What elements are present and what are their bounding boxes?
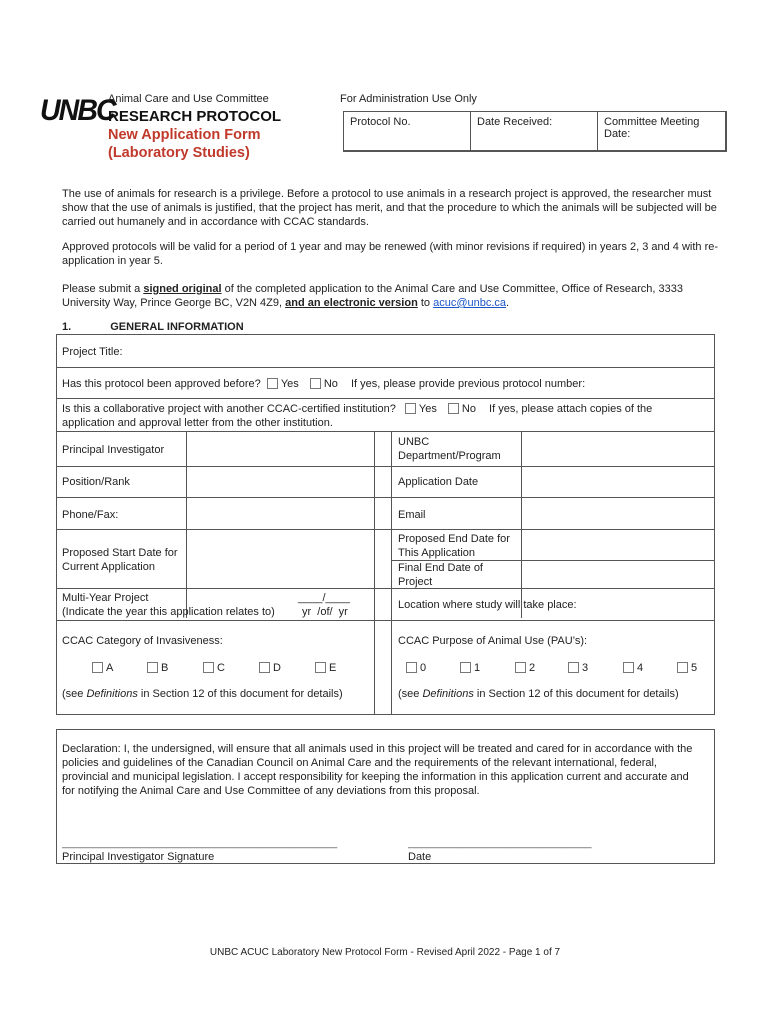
def-text: in Section 12 of this document for details) [473, 688, 679, 700]
def-italic: Definitions [422, 688, 474, 700]
title-main: RESEARCH PROTOCOL [108, 108, 282, 125]
category-a-checkbox[interactable] [92, 662, 103, 673]
year-format: yr /of/ yr [302, 606, 348, 618]
purpose-0-label: 0 [420, 662, 427, 674]
def-text: (see [398, 688, 423, 700]
admin-use-label: For Administration Use Only [340, 93, 477, 105]
row-divider [56, 588, 715, 589]
section-number: 1. [62, 321, 72, 333]
committee-name: Animal Care and Use Committee [108, 93, 269, 105]
submit-text-4: . [506, 297, 510, 309]
purpose-2-checkbox[interactable] [515, 662, 526, 673]
ccac-purpose-label: CCAC Purpose of Animal Use (PAU’s): [398, 635, 588, 647]
multi-year-note: (Indicate the year this application relates to) [62, 606, 275, 618]
collab-row [62, 402, 702, 430]
phone-label: Phone/Fax: [62, 509, 119, 521]
submit-text-1: Please submit a [62, 283, 144, 295]
category-e-label: E [329, 662, 337, 674]
position-label: Position/Rank [62, 476, 130, 488]
approved-no-label: No [323, 378, 338, 390]
dept-label: UNBC Department/Program [398, 436, 501, 462]
prev-protocol-label: If yes, please provide previous protocol number: [350, 378, 586, 390]
collab-no-checkbox[interactable] [448, 403, 459, 414]
category-e-checkbox[interactable] [315, 662, 326, 673]
category-option-c[interactable] [203, 661, 225, 675]
app-date-input[interactable] [522, 467, 714, 496]
unbc-logo: UNBC [39, 94, 115, 127]
electronic-version-text: and an electronic version [285, 297, 418, 309]
date-line[interactable]: ______________________________ [408, 837, 592, 849]
purpose-definitions-note [398, 687, 679, 701]
purpose-5-checkbox[interactable] [677, 662, 688, 673]
collab-yes-label: Yes [418, 403, 437, 415]
category-option-e[interactable] [315, 661, 336, 675]
category-b-label: B [161, 662, 169, 674]
approved-no-checkbox[interactable] [310, 378, 321, 389]
purpose-option-5[interactable] [677, 661, 697, 675]
purpose-option-2[interactable] [515, 661, 535, 675]
category-option-b[interactable] [147, 661, 168, 675]
signature-line[interactable]: _____________________________________________ [62, 837, 338, 849]
date-received-cell[interactable]: Date Received: [471, 112, 598, 150]
purpose-3-checkbox[interactable] [568, 662, 579, 673]
end-date-label: Proposed End Date for This Application [398, 533, 510, 559]
pi-label: Principal Investigator [62, 444, 165, 456]
purpose-5-label: 5 [691, 662, 698, 674]
category-d-label: D [273, 662, 281, 674]
submit-text-2: of the completed application to the Animal Care and Use Committee, Office of Research, 3333 University Way, Prince George BC, V2N 4Z9, [62, 283, 683, 309]
section-title: GENERAL INFORMATION [110, 321, 244, 333]
title-subtitle-2: (Laboratory Studies) [108, 145, 250, 161]
dept-input[interactable] [522, 432, 714, 465]
email-input[interactable] [522, 498, 714, 528]
purpose-4-checkbox[interactable] [623, 662, 634, 673]
category-a-label: A [106, 662, 114, 674]
submit-text-3: to [417, 297, 434, 309]
pi-input[interactable] [187, 432, 373, 465]
position-input[interactable] [187, 467, 373, 496]
approved-before-row [62, 377, 585, 391]
collab-yes-checkbox[interactable] [405, 403, 416, 414]
email-label: Email [398, 509, 426, 521]
purpose-option-4[interactable] [623, 661, 643, 675]
purpose-option-3[interactable] [568, 661, 588, 675]
acuc-email-link[interactable]: acuc@unbc.ca [433, 297, 507, 309]
ccac-category-label: CCAC Category of Invasiveness: [62, 635, 223, 647]
category-d-checkbox[interactable] [259, 662, 270, 673]
app-date-label: Application Date [398, 476, 479, 488]
category-definitions-note [62, 687, 343, 701]
approved-before-label: Has this protocol been approved before? [62, 378, 261, 390]
def-text: in Section 12 of this document for details) [137, 688, 343, 700]
intro-paragraph-1: The use of animals for research is a privilege. Before a protocol to use animals in a research project is approved, the researcher must show that the use of animals is justified, that the project has merit, and that the procedure to which the animals will be subjected will be carried out humanely and in accordance with CCAC standards. [62, 188, 717, 228]
admin-use-table [343, 111, 727, 152]
category-option-a[interactable] [92, 661, 113, 675]
purpose-0-checkbox[interactable] [406, 662, 417, 673]
project-title-label: Project Title: [62, 346, 123, 358]
row-divider [56, 620, 715, 621]
def-text: (see [62, 688, 87, 700]
declaration-text: Declaration: I, the undersigned, will ensure that all animals used in this project will be treated and cared for in accordance with the policies and guidelines of the Canadian Council on Animal Care and the requirements of the relevant international, federal, provincial and municipal legislation. I accept responsibility for keeping the information in this application current and accurate and for notifying the Animal Care and Use Committee of any deviations from this proposal. [62, 743, 693, 797]
approved-yes-label: Yes [280, 378, 299, 390]
intro-paragraph-3 [62, 282, 722, 310]
category-b-checkbox[interactable] [147, 662, 158, 673]
purpose-1-label: 1 [474, 662, 481, 674]
committee-meeting-cell[interactable]: Committee Meeting Date: [604, 116, 700, 140]
date-label: Date [408, 851, 432, 863]
year-blank[interactable]: ____/____ [298, 592, 350, 604]
purpose-2-label: 2 [529, 662, 536, 674]
purpose-1-checkbox[interactable] [460, 662, 471, 673]
final-end-input[interactable] [522, 561, 714, 587]
row-divider [56, 398, 715, 399]
section-1-heading [62, 321, 244, 333]
category-c-label: C [217, 662, 225, 674]
final-end-label: Final End Date of Project [398, 562, 483, 588]
approved-yes-checkbox[interactable] [267, 378, 278, 389]
page-footer: UNBC ACUC Laboratory New Protocol Form - Revised April 2022 - Page 1 of 7 [209, 947, 561, 958]
collab-label: Is this a collaborative project with another CCAC-certified institution? [62, 403, 396, 415]
protocol-no-cell[interactable]: Protocol No. [344, 112, 471, 150]
def-italic: Definitions [86, 688, 138, 700]
category-option-d[interactable] [259, 661, 281, 675]
purpose-3-label: 3 [582, 662, 589, 674]
purpose-option-1[interactable] [460, 661, 480, 675]
signature-label: Principal Investigator Signature [62, 851, 215, 863]
phone-input[interactable] [187, 498, 373, 528]
end-date-input[interactable] [522, 530, 714, 559]
collab-no-label: No [461, 403, 476, 415]
column-divider [374, 431, 375, 715]
purpose-4-label: 4 [637, 662, 644, 674]
multi-year-label: Multi-Year Project [62, 592, 149, 604]
column-divider [391, 431, 392, 715]
category-c-checkbox[interactable] [203, 662, 214, 673]
row-divider [56, 367, 715, 368]
start-date-label: Proposed Start Date for Current Application [62, 547, 178, 573]
collab-note: If yes, please attach copies of the application and approval letter from the other institution. [62, 403, 653, 429]
purpose-option-0[interactable] [406, 661, 426, 675]
intro-paragraph-2: Approved protocols will be valid for a period of 1 year and may be renewed (with minor revisions if required) in years 2, 3 and 4 with re-application in year 5. [62, 241, 719, 267]
title-subtitle-1: New Application Form [108, 127, 261, 143]
form-title [108, 108, 281, 161]
signed-original-text: signed original [143, 283, 222, 295]
location-label: Location where study will take place: [398, 599, 577, 611]
start-date-input[interactable] [187, 530, 373, 587]
